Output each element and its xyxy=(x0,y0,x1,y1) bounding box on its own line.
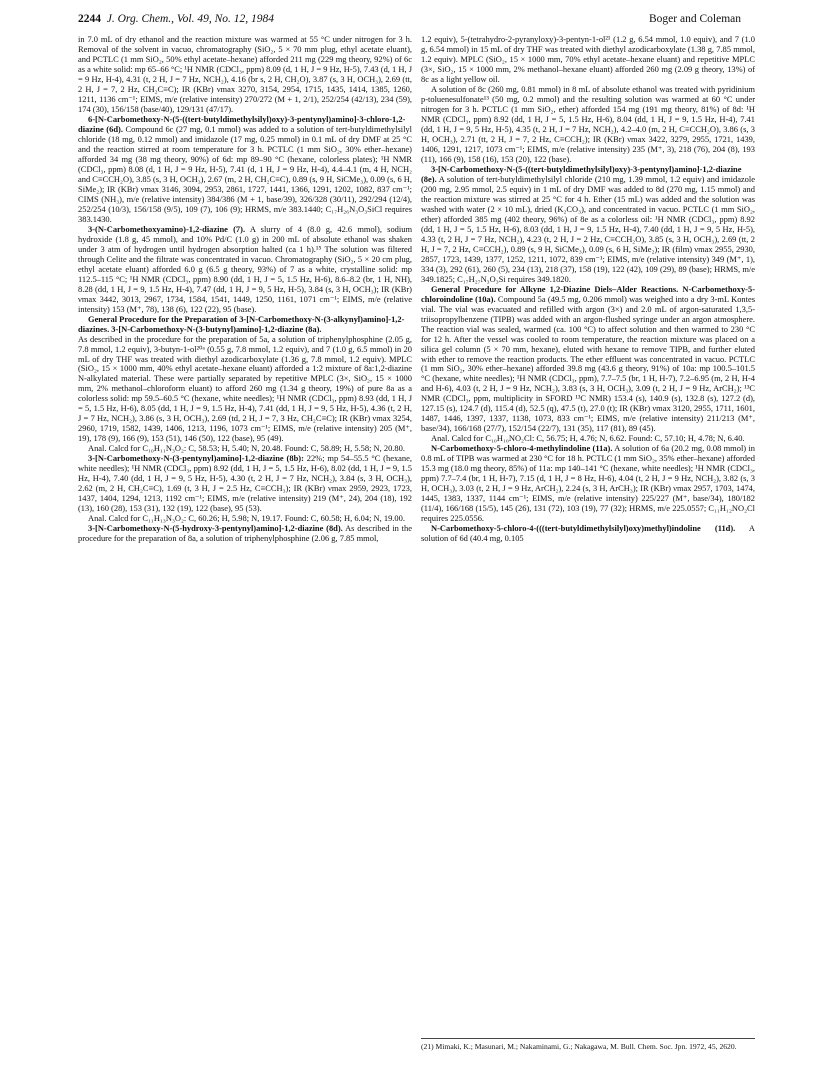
footnote: (21) Mimaki, K.; Masunari, M.; Nakaminami, G.; Nakagawa, M. Bull. Chem. Soc. Jpn. 1972, 45, 2620. xyxy=(421,1038,755,1051)
compound-paragraph xyxy=(78,523,412,543)
compound-heading: General Procedure for Alkyne 1,2-Diazine Diels–Alder Reactions. N-Carbomethoxy-5-chloroindoline (10a). xyxy=(421,283,755,304)
paragraph-text: 22%; mp 54–55.5 °C (hexane, white needles); ¹H NMR (CDCl₃, ppm) 8.92 (dd, 1 H, J = 5, 1.5 Hz, H-6), 8.02 (dd, 1 H, J = 9, 1.5 Hz, H-4), 7.40 (dd, 1 H, J = 9, 5 Hz, H-5), 4.30 (t, 2 H, J = 7 Hz, NCH₂), 3.84 (s, 3 H, OCH₃), 2.62 (m, 2 H, CH₂C≡C), 1.69 (t, 3 H, J = 2.5 Hz, C≡CCH₃); IR (KBr) νmax 2959, 2923, 1723, 1437, 1404, 1294, 1213, 1192 cm⁻¹; EIMS, m/e (relative intensity) 219 (M⁺, 24), 204 (18), 192 (13), 160 (28), 153 (31), 132 (19), 122 (base), 95 (53). xyxy=(78,453,412,514)
compound-paragraph xyxy=(78,453,412,513)
header-left xyxy=(78,13,274,25)
section-heading: General Procedure for the Preparation of 3-[N-Carbomethoxy-N-(3-alkynyl)amino]-1,2-diazines. 3-[N-Carbomethoxy-N-(3-butynyl)amino]-1,2-diazine (8a). xyxy=(78,313,405,334)
compound-heading: N-Carbomethoxy-5-chloro-4-(((tert-butyldimethylsilyl)oxy)methyl)indoline (11d). xyxy=(431,523,736,534)
paragraph-text: A solution of tert-butyldimethylsilyl chloride (210 mg, 1.39 mmol, 1.2 equiv) and imidazole (200 mg, 2.95 mmol, 2.5 equiv) in 1 mL of dry DMF was added to 8d (270 mg, 1.15 mmol) and the reaction mixture was stirred at 25 °C for 4 h. Ether (15 mL) was added and the solution was washed with water (2 × 10 mL), dried (K₂CO₃), and concentrated in vacuo. PCTLC (1 mm SiO₂, ether) afforded 385 mg (402 theory, 96%) of 8e as a colorless oil: ¹H NMR (CDCl₃, ppm) 8.92 (dd, 1 H, J = 5, 1.5 Hz, H-6), 8.03 (dd, 1 H, J = 9, 1.5 Hz, H-4), 7.40 (dd, 1 H, J = 9, 5 Hz, H-5), 4.33 (t, 2 H, J = 7 Hz, NCH₂), 4.23 (t, 2 H, J = 2 Hz, C≡CCH₂O), 3.85 (s, 3 H, OCH₃), 2.69 (tt, 2 H, J = 7, 2 Hz, C≡CCH₂), 0.89 (s, 9 H, SiCMe₃), 0.09 (s, 6 H, SiMe₂); IR (film) νmax 2955, 2930, 2857, 1723, 1439, 1377, 1252, 1211, 1072, 839 cm⁻¹; EIMS, m/e (relative intensity) 349 (M⁺, 1), 334 (3), 292 (61), 260 (5), 234 (13), 218 (37), 158 (19), 122 (42), 109 (29), 89 (base); HRMS, m/e 349.1825; C₁₇H₂₇N₃O₃Si requires 349.1820. xyxy=(421,173,755,284)
compound-paragraph xyxy=(421,284,755,434)
body-paragraph: Anal. Calcd for C₁₁H₁₃N₃O₂: C, 60.26; H, 5.98; N, 19.17. Found: C, 60.58; H, 6.04; N, 19.00. xyxy=(88,513,405,524)
body-paragraph: Anal. Calcd for C₁₀H₁₁N₃O₂: C, 58.53; H, 5.40; N, 20.48. Found: C, 58.89; H, 5.58; N, 20.80. xyxy=(88,443,405,454)
running-header xyxy=(78,13,741,29)
paragraph-text: A solution of 6a (20.2 mg, 0.08 mmol) in 0.8 mL of TIPB was warmed at 230 °C for 18 h. PCTLC (1 mm SiO₂, 35% ether–hexane) afforded 15.3 mg (18.0 mg theory, 85%) of 11a: mp 140–141 °C (hexane, white needles); ¹H NMR (CDCl₃, ppm) 7.7–7.4 (br, 1 H, H-7), 7.15 (d, 1 H, J = 8 Hz, H-6), 4.04 (t, 2 H, J = 9 Hz, NCH₂), 3.82 (s, 3 H, OCH₃), 3.03 (t, 2 H, J = 9 Hz, ArCH₂), 2.24 (s, 3 H, ArCH₃); IR (KBr) νmax 2957, 1703, 1474, 1445, 1383, 1337, 1144 cm⁻¹; EIMS, m/e (relative intensity) 225/227 (M⁺, base/34), 180/182 (11/4), 166/168 (15/5), 145 (26), 131 (72), 103 (19), 77 (32); HRMS, m/e 225.0557; C₁₁H₁₂NO₂Cl requires 225.0556. xyxy=(421,443,756,524)
compound-paragraph xyxy=(421,443,755,523)
paragraph-text: A solution of 6d (40.4 mg, 0.105 xyxy=(421,523,755,544)
compound-heading: 3-[N-Carbomethoxy-N-(5-((tert-butyldimethylsilyl)oxy)-3-pentynyl)amino]-1,2-diazine (8e). xyxy=(421,163,742,184)
compound-heading: 3-[N-Carbomethoxy-N-(3-pentynyl)amino]-1,2-diazine (8b): xyxy=(88,453,304,464)
compound-heading: 3-(N-Carbomethoxyamino)-1,2-diazine (7). xyxy=(88,223,246,234)
right-column xyxy=(421,34,755,543)
paragraph-text: As described in the procedure for the preparation of 8a, a solution of triphenylphosphine (2.06 g, 7.85 mmol, xyxy=(78,523,412,544)
journal-citation: J. Org. Chem., Vol. 49, No. 12, 1984 xyxy=(106,13,275,25)
page-number: 2244 xyxy=(78,13,101,25)
compound-heading: 6-[N-Carbomethoxy-N-(5-((tert-butyldimethylsilyl)oxy)-3-pentynyl)amino]-3-chloro-1,2-diazine (6d). xyxy=(78,113,406,134)
paragraph-text: Compound 5a (49.5 mg, 0.206 mmol) was weighed into a dry 3-mL Kontes vial. The vial was evacuated and refilled with argon (3×) and 2.0 mL of argon-saturated 1,3,5-triisopropylbenzene (TIPB) was added with an argon-flushed syringe under an argon atmosphere. The reaction vial was sealed, warmed (ca. 100 °C) to affect solution and then warmed to 230 °C for 12 h. After the vessel was cooled to room temperature, the reaction mixture was placed on a silica gel column (5 × 70 mm, hexane), eluted with hexane to remove TIPB, and further eluted with ether to remove the reaction products. The ether effluent was concentrated in vacuo. PCTLC (1 mm SiO₂, 30% ether–hexane) afforded 39.8 mg (43.6 g theory, 91%) of 10a: mp 100.5–101.5 °C (hexane, white needles); ¹H NMR (CDCl₃, ppm), 7.7–7.5 (br, 1 H, H-7), 7.2–6.95 (m, 2 H, H-4 and H-6), 4.03 (t, 2 H, J = 9 Hz, NCH₂), 3.83 (s, 3 H, OCH₃), 3.09 (t, 2 H, J = 9 Hz, ArCH₂); ¹³C NMR (CDCl₃, ppm, multiplicity in SFORD ¹³C NMR) 153.4 (s), 140.9 (s), 132.8 (s), 127.2 (d), 127.15 (s), 124.7 (d), 115.4 (d), 52.5 (q), 47.5 (t), 27.0 (t); IR (KBr) νmax 3120, 2955, 1711, 1601, 1487, 1446, 1397, 1337, 1138, 1073, 833 cm⁻¹; EIMS, m/e (relative intensity) 211/213 (M⁺, base/34), 166/168 (27/7), 152/154 (22/7), 131 (35), 117 (81), 89 (45). xyxy=(421,293,755,434)
body-paragraph: 1.2 equiv), 5-(tetrahydro-2-pyranyloxy)-3-pentyn-1-ol²¹ (1.2 g, 6.54 mmol, 1.0 equiv), and 7 (1.0 g, 6.54 mmol) in 15 mL of dry THF was treated with diethyl azodicarboxylate (1.38 g, 7.85 mmol, 1.2 equiv). MPLC (SiO₂, 15 × 1000 mm, 70% ethyl acetate–hexane eluant) and repetitive MPLC (3×, SiO₂, 15 × 1000 mm, 2% methanol–hexane eluant) afforded 260 mg (2.09 g theory, 13%) of 8c as a light yellow oil. xyxy=(421,34,755,84)
paragraph-text: Compound 6c (27 mg, 0.1 mmol) was added to a solution of tert-butyldimethylsilyl chloride (18 mg, 0.12 mmol) and imidazole (17 mg, 0.25 mmol) in 0.1 mL of dry DMF at 25 °C and the reaction stirred at room temperature for 3 h. PCTLC (1 mm SiO₂, 30% ether–hexane) afforded 34 mg (38 mg theory, 90%) of 6d: mp 89–90 °C (hexane, colorless plates); ¹H NMR (CDCl₃, ppm) 8.08 (d, 1 H, J = 9 Hz, H-5), 7.41 (d, 1 H, J = 9 Hz, H-4), 4.4–4.1 (m, 4 H, NCH₂ and C≡CCH₂O), 3.85 (s, 3 H, OCH₃), 2.67 (m, 2 H, CH₂C≡C), 0.89 (s, 9 H, SiCMe₃), 0.09 (s, 6 H, SiMe₂); IR (KBr) νmax 3146, 3094, 2953, 2861, 1727, 1441, 1366, 1291, 1202, 1082, 837 cm⁻¹; CIMS (NH₃), m/e (relative intensity) 384/386 (M + 1, base/39), 326/328 (30/11), 292/294 (12/4), 252/254 (10/3), 156/158 (9/5), 109 (7), 106 (9); HRMS, m/e 383.1440; C₁₇H₂₆N₃O₃SiCl requires 383.1430. xyxy=(78,123,412,224)
left-column xyxy=(78,34,412,543)
compound-paragraph xyxy=(421,164,755,284)
compound-paragraph xyxy=(421,523,755,543)
compound-paragraph xyxy=(78,224,412,314)
body-paragraph: in 7.0 mL of dry ethanol and the reaction mixture was warmed at 55 °C under nitrogen for 3 h. Removal of the solvent in vacuo, chromatography (SiO₂, 5 × 70 mm plug, ethyl acetate eluant), and PCTLC (1 mm SiO₂, 50% ethyl acetate–hexane) afforded 211 mg (229 mg theory, 92%) of 6c as a white solid: mp 65–66 °C; ¹H NMR (CDCl₃, ppm) 8.09 (d, 1 H, J = 9 Hz, H-5), 7.43 (d, 1 H, J = 9 Hz, H-4), 4.31 (t, 2 H, J = 7 Hz, NCH₂), 4.16 (br s, 2 H, CH₂O), 3.87 (s, 3 H, OCH₃), 2.69 (tt, 2 H, J = 7, 2 Hz, CH₂C≡C); IR (KBr) νmax 3270, 3154, 2954, 1715, 1435, 1414, 1385, 1260, 1211, 1136 cm⁻¹; EIMS, m/e (relative intensity) 270/272 (M + 1, 2/1), 252/254 (42/13), 234 (59), 174 (30), 156/158 (base/40), 129/131 (47/17). xyxy=(78,34,412,114)
header-authors: Boger and Coleman xyxy=(649,13,741,25)
paragraph-text: A slurry of 4 (8.0 g, 42.6 mmol), sodium hydroxide (1.8 g, 45 mmol), and 10% Pd/C (1.0 g) in 200 mL of absolute ethanol was shaken under 3 atm of hydrogen until hydrogen absorption halted (ca 1 h).¹⁵ The solution was filtered through Celite and the filtrate was concentrated in vacuo. Chromatography (SiO₂, 5 × 20 cm plug, ethyl acetate eluant) afforded 6.0 g (6.5 g theory, 93%) of 7 as a white, crystalline solid: mp 112.5–115 °C; ¹H NMR (CDCl₃, ppm) 8.90 (dd, 1 H, J = 5, 1.5 Hz, H-6), 8.6–8.2 (br, 1 H, NH), 8.28 (dd, 1 H, J = 9, 1.5 Hz, H-4), 7.47 (dd, 1 H, J = 9, 5 Hz, H-5), 3.84 (s, 3 H, OCH₃); IR (KBr) νmax 3442, 3013, 2967, 1734, 1584, 1541, 1449, 1250, 1161, 1071 cm⁻¹; EIMS, m/e (relative intensity) 153 (M⁺, 78), 138 (6), 122 (22), 95 (base). xyxy=(78,223,413,314)
body-paragraph: As described in the procedure for the preparation of 5a, a solution of triphenylphosphine (2.05 g, 7.8 mmol, 1.2 equiv), 3-butyn-1-ol²⁰ᵃ (0.55 g, 7.8 mmol, 1.2 equiv), and 7 (1.0 g, 6.5 mmol) in 20 mL of dry THF was treated with diethyl azodicarboxylate (1.36 g, 7.8 mmol, 1.2 equiv). MPLC (SiO₂, 15 × 1000 mm, 40% ethyl acetate–hexane eluant) afforded a 1:2 mixture of 8a:1,2-diazine N-alkylated material. These were partially separated by repetitive MPLC (3×, SiO₂, 15 × 1000 mm, 2% methanol–chloroform eluant) to afford 260 mg (1.34 g theory, 19%) of pure 8a as a colorless solid: mp 59.5–60.5 °C (hexane, white needles); ¹H NMR (CDCl₃, ppm) 8.93 (dd, 1 H, J = 5, 1.5 Hz, H-6), 8.05 (dd, 1 H, J = 9, 1.5 Hz, H-4), 7.41 (dd, 1 H, J = 9, 5 Hz, H-5), 4.36 (t, 2 H, J = 7 Hz, NCH₂), 3.86 (s, 3 H, OCH₃), 2.69 (td, 2 H, J = 7, 3 Hz, CH₂C≡C); IR (KBr) νmax 3254, 2960, 1719, 1582, 1439, 1406, 1213, 1196, 1073 cm⁻¹; EIMS, m/e (relative intensity) 205 (M⁺, 19), 178 (9), 166 (9), 153 (51), 146 (50), 122 (base), 95 (49). xyxy=(78,333,412,444)
compound-heading: 3-[N-Carbomethoxy-N-(5-hydroxy-3-pentynyl)amino]-1,2-diazine (8d). xyxy=(88,523,343,534)
compound-paragraph xyxy=(78,114,412,224)
body-paragraph: Anal. Calcd for C₁₀H₁₀NO₂Cl: C, 56.75; H, 4.76; N, 6.62. Found: C, 57.10; H, 4.78; N, 6.40. xyxy=(431,433,745,444)
body-paragraph: A solution of 8c (260 mg, 0.81 mmol) in 8 mL of absolute ethanol was treated with pyridinium p-toluenesulfonate¹³ (50 mg, 0.2 mmol) and the resulting solution was warmed at 60 °C under nitrogen for 3 h. PCTLC (1 mm SiO₂, ether) afforded 154 mg (191 mg theory, 81%) of 8d: ¹H NMR (CDCl₃, ppm) 8.92 (dd, 1 H, J = 5, 1.5 Hz, H-6), 8.04 (dd, 1 H, J = 9, 1.5 Hz, H-4), 7.41 (dd, 1 H, J = 9, 5 Hz, H-5), 4.35 (t, 2 H, J = 7 Hz, NCH₂), 4.2–4.0 (m, 2 H, C≡CCH₂O), 3.86 (s, 3 H, OCH₃), 2.71 (tt, 2 H, J = 7, 2 Hz, C≡CCH₂); IR (KBr) νmax 3422, 3279, 2955, 1721, 1439, 1406, 1291, 1217, 1073 cm⁻¹; EIMS, m/e (relative intensity) 235 (M⁺, 3), 218 (76), 204 (8), 193 (11), 166 (9), 158 (16), 153 (20), 122 (base). xyxy=(421,83,755,164)
compound-heading: N-Carbomethoxy-5-chloro-4-methylindoline (11a). xyxy=(431,443,613,454)
